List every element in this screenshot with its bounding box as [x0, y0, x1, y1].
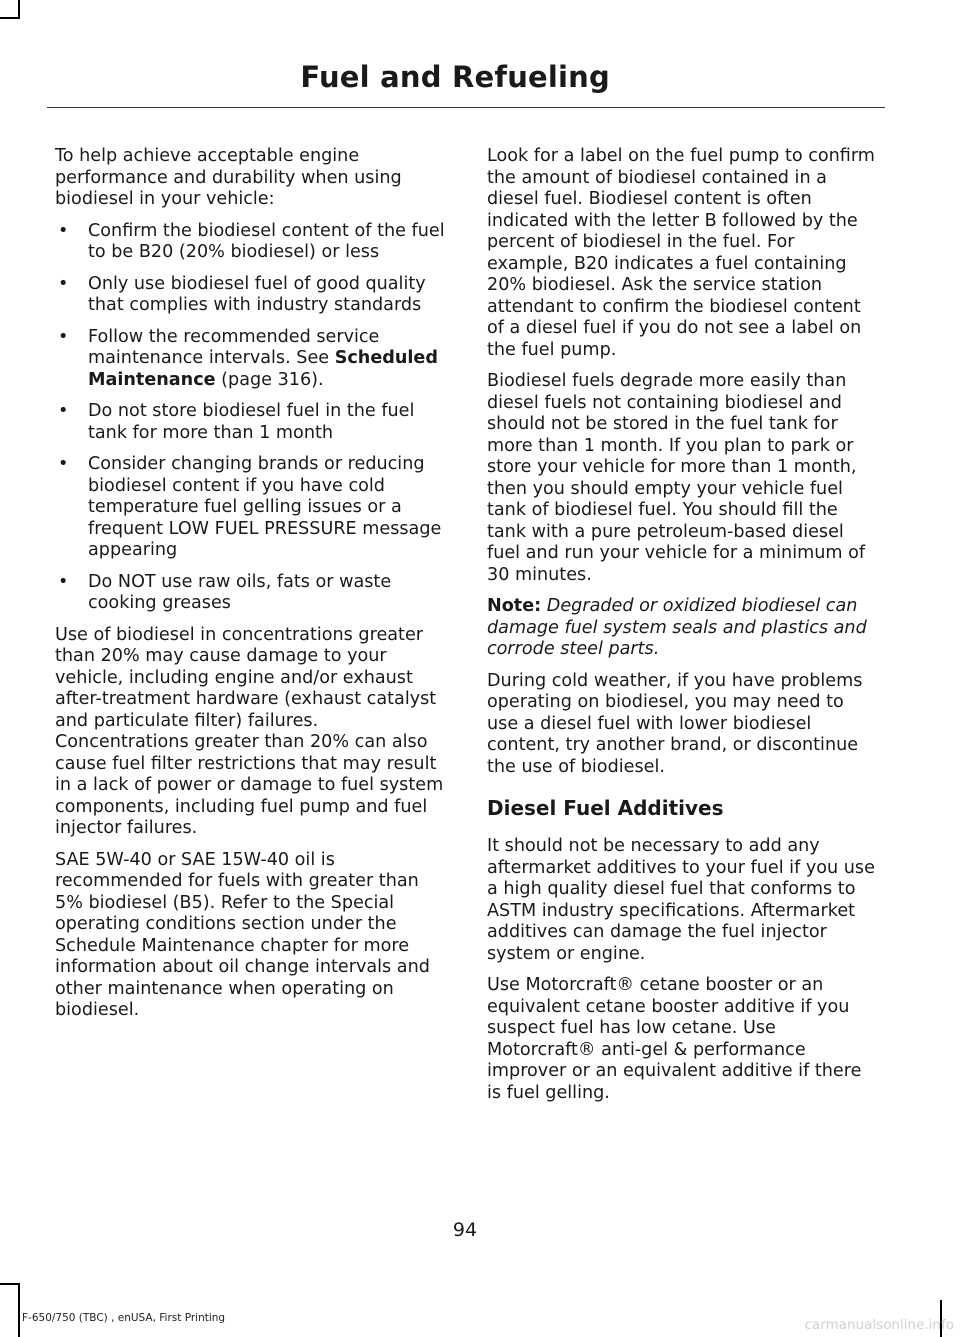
- list-item-text: Consider changing brands or reducing biodiesel content if you have cold temperature fuel gelling issues or a frequent LOW FUEL PRESSURE message appearing: [88, 454, 442, 560]
- list-item: [55, 454, 447, 562]
- bullet-icon: •: [58, 401, 69, 421]
- intro-paragraph: To help achieve acceptable engine performance and durability when using biodiesel in your vehicle:: [55, 146, 402, 209]
- list-item: [55, 274, 447, 317]
- list-item-text: Confirm the biodiesel content of the fuel to be B20 (20% biodiesel) or less: [88, 220, 445, 262]
- requirements-list: [55, 221, 447, 615]
- right-column: [487, 146, 880, 1114]
- list-item: [55, 221, 447, 264]
- scheduled-maintenance-link[interactable]: Scheduled Maintenance: [88, 348, 438, 390]
- crop-mark-top-left: [18, 0, 20, 17]
- header-divider: [47, 107, 885, 108]
- watermark: carmanualsonline.info: [804, 1317, 954, 1333]
- note-label: Note:: [487, 596, 542, 616]
- additives-paragraph: It should not be necessary to add any aftermarket additives to your fuel if you use a high quality diesel fuel that conforms to ASTM industry specifications. Aftermarket additives can damage the fuel injector system or engine.: [487, 836, 875, 964]
- list-item: [55, 401, 447, 444]
- crop-mark-bottom-left: [18, 1283, 20, 1337]
- bullet-icon: •: [58, 273, 69, 294]
- crop-mark-bottom-left-h: [0, 1283, 20, 1285]
- list-item-text: Follow the recommended service maintenance intervals. See: [88, 326, 380, 368]
- list-item: [55, 327, 447, 392]
- page-reference: (page 316).: [215, 369, 324, 390]
- degrade-paragraph: Biodiesel fuels degrade more easily than diesel fuels not containing biodiesel and should not be stored in the fuel tank for more than 1 month. If you plan to park or store your vehicle for more than 1 month, then you should empty your vehicle fuel tank of biodiesel fuel. You should fill the tank with a pure petroleum-based diesel fuel and run your vehicle for a minimum of 30 minutes.: [487, 371, 866, 585]
- note: [487, 596, 880, 661]
- left-column: [55, 146, 447, 1032]
- label-paragraph: Look for a label on the fuel pump to confirm the amount of biodiesel contained in a diesel fuel. Biodiesel content is often indicated with the letter B followed by the percent of biodiesel in the fuel. For example, B20 indicates a fuel containing 20% biodiesel. Ask the service station attendant to confirm the biodiesel content of a diesel fuel if you do not see a label on the fuel pump.: [487, 146, 875, 360]
- note-text: Degraded or oxidized biodiesel can damage fuel system seals and plastics and corrode steel parts.: [487, 596, 867, 659]
- bullet-icon: •: [58, 326, 69, 347]
- concentration-paragraph: Use of biodiesel in concentrations greater than 20% may cause damage to your vehicle, including engine and/or exhaust after-treatment hardware (exhaust catalyst and particulate filter) failures. Concentrations greater than 20% can also cause fuel filter restrictions that may result in a lack of power or damage to fuel system components, including fuel pump and fuel injector failures.: [55, 624, 444, 838]
- oil-paragraph: SAE 5W-40 or SAE 15W-40 oil is recommended for fuels with greater than 5% biodiesel (B5). Refer to the Special operating conditions section under the Schedule Maintenance chapter for more information about oil change intervals and other maintenance when operating on biodiesel.: [55, 849, 430, 1020]
- section-heading: Diesel Fuel Additives: [487, 796, 724, 820]
- list-item-text: Do not store biodiesel fuel in the fuel tank for more than 1 month: [88, 401, 415, 443]
- motorcraft-paragraph: Use Motorcraft® cetane booster or an equivalent cetane booster additive if you suspect fuel has low cetane. Use Motorcraft® anti-gel & performance improver or an equivalent additive if there is fuel gelling.: [487, 975, 862, 1103]
- cold-weather-paragraph: During cold weather, if you have problems operating on biodiesel, you may need to use a diesel fuel with lower biodiesel content, try another brand, or discontinue the use of biodiesel.: [487, 670, 863, 777]
- page-number: 94: [452, 1219, 478, 1241]
- list-item-text: Only use biodiesel fuel of good quality that complies with industry standards: [88, 273, 426, 315]
- page-title: Fuel and Refueling: [300, 60, 610, 94]
- bullet-icon: •: [58, 571, 69, 592]
- bullet-icon: •: [58, 454, 69, 474]
- list-item: [55, 572, 447, 615]
- crop-mark-top-left-h: [0, 17, 20, 19]
- edition-footer: F-650/750 (TBC) , enUSA, First Printing: [22, 1312, 226, 1324]
- bullet-icon: •: [58, 220, 69, 241]
- list-item-text: Do NOT use raw oils, fats or waste cooking greases: [88, 571, 392, 613]
